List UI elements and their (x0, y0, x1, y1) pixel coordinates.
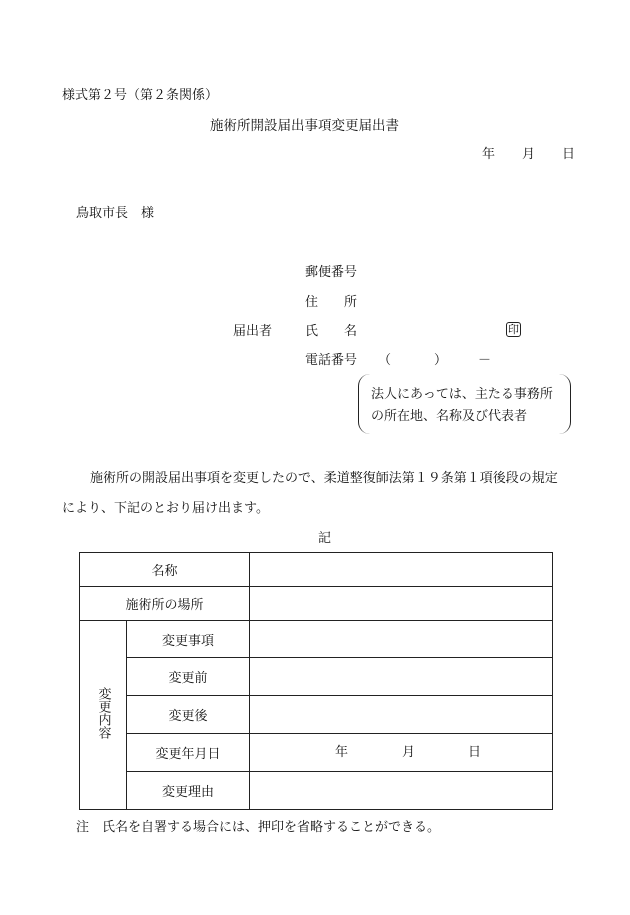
change-date-month: 月 (402, 745, 416, 760)
table-row (80, 696, 553, 734)
table-row (80, 553, 553, 587)
phone-close-paren[interactable]: ） (434, 353, 448, 368)
change-date-label: 変更年月日 (127, 734, 250, 772)
change-reason-cell[interactable] (250, 772, 553, 810)
addressee: 鳥取市長 様 (76, 206, 155, 221)
table-row (80, 621, 553, 658)
change-contents-header (80, 621, 127, 810)
before-change-label: 変更前 (127, 658, 250, 696)
name-header: 名称 (80, 553, 250, 587)
location-value-cell[interactable] (250, 587, 553, 621)
phone-dash[interactable]: － (478, 353, 492, 368)
name-label: 氏 名 (305, 324, 358, 339)
change-contents-label: 変更内容 (95, 687, 111, 739)
table-row (80, 734, 553, 772)
corporate-note-line1: 法人にあっては、主たる事務所 (371, 387, 553, 402)
date-year[interactable]: 年 (482, 147, 496, 162)
footnote: 注 氏名を自署する場合には、押印を省略することができる。 (76, 820, 441, 835)
change-details-table (79, 552, 553, 810)
change-item-cell[interactable] (250, 621, 553, 658)
table-row (80, 772, 553, 810)
body-line-1: 施術所の開設届出事項を変更したので、柔道整復師法第１９条第１項後段の規定 (90, 471, 558, 486)
address-label: 住 所 (305, 295, 358, 310)
name-value-cell[interactable] (250, 553, 553, 587)
applicant-label: 届出者 (233, 324, 273, 339)
seal-mark: 印 (508, 323, 519, 336)
before-change-cell[interactable] (250, 658, 553, 696)
corporate-note-line2: の所在地、名称及び代表者 (371, 409, 528, 424)
corporate-note-bracket (358, 374, 571, 434)
postal-code-label: 郵便番号 (305, 265, 358, 280)
table-row (80, 658, 553, 696)
form-number: 様式第２号（第２条関係） (62, 88, 219, 103)
change-reason-label: 変更理由 (127, 772, 250, 810)
after-change-label: 変更後 (127, 696, 250, 734)
change-item-label: 変更事項 (127, 621, 250, 658)
date-month[interactable]: 月 (522, 147, 536, 162)
phone-label: 電話番号 (305, 353, 358, 368)
date-day[interactable]: 日 (562, 147, 576, 162)
change-date-cell[interactable] (250, 734, 553, 772)
location-header: 施術所の場所 (80, 587, 250, 621)
change-date-year: 年 (335, 745, 349, 760)
body-line-2: により、下記のとおり届け出ます。 (62, 501, 269, 516)
change-date-day: 日 (468, 745, 482, 760)
form-title: 施術所開設届出事項変更届出書 (210, 118, 399, 134)
table-row (80, 587, 553, 621)
after-change-cell[interactable] (250, 696, 553, 734)
record-heading: 記 (318, 531, 332, 546)
phone-open-paren[interactable]: （ (378, 353, 392, 368)
